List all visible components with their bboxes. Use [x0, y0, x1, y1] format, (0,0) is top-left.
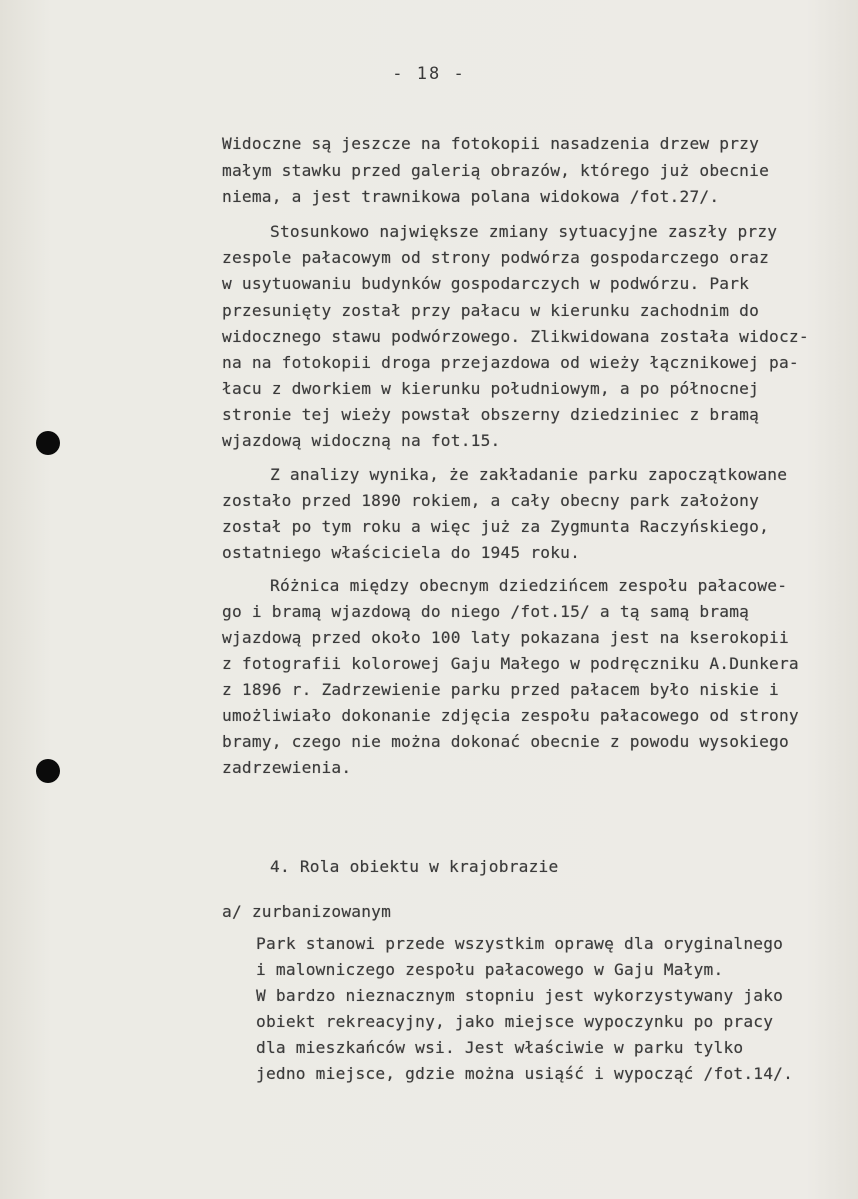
text-line: na na fotokopii droga przejazdowa od wieży łącznikowej pa- [222, 353, 799, 372]
text-line: Stosunkowo największe zmiany sytuacyjne zaszły przy [270, 222, 778, 241]
subsection-heading: a/ zurbanizowanym [222, 902, 392, 921]
text-line: Różnica między obecnym dziedzińcem zespołu pałacowe- [270, 576, 788, 595]
text-line: stronie tej wieży powstał obszerny dziedziniec z bramą [222, 405, 760, 424]
text-line: zadrzewienia. [222, 758, 352, 777]
text-line: bramy, czego nie można dokonać obecnie z powodu wysokiego [222, 732, 789, 751]
text-line: wjazdową widoczną na fot.15. [222, 431, 501, 450]
text-line: umożliwiało dokonanie zdjęcia zespołu pałacowego od strony [222, 706, 799, 725]
text-line: przesunięty został przy pałacu w kierunku zachodnim do [222, 301, 760, 320]
text-line: zostało przed 1890 rokiem, a cały obecny park założony [222, 491, 760, 510]
text-line: obiekt rekreacyjny, jako miejsce wypoczynku po pracy [256, 1012, 774, 1031]
text-line: niema, a jest trawnikowa polana widokowa /fot.27/. [222, 187, 720, 206]
text-line: wjazdową przed około 100 laty pokazana jest na kserokopii [222, 628, 789, 647]
text-line: z 1896 r. Zadrzewienie parku przed pałacem było niskie i [222, 680, 779, 699]
text-line: Park stanowi przede wszystkim oprawę dla oryginalnego [256, 934, 784, 953]
section-heading: 4. Rola obiektu w krajobrazie [270, 857, 559, 876]
text-line: Widoczne są jeszcze na fotokopii nasadzenia drzew przy [222, 134, 760, 153]
punch-hole-top [36, 431, 60, 455]
text-line: dla mieszkańców wsi. Jest właściwie w parku tylko [256, 1038, 744, 1057]
text-line: w usytuowaniu budynków gospodarczych w podwórzu. Park [222, 274, 750, 293]
text-line: jedno miejsce, gdzie można usiąść i wypocząć /fot.14/. [256, 1064, 794, 1083]
text-line: W bardzo nieznacznym stopniu jest wykorzystywany jako [256, 986, 784, 1005]
text-line: i malowniczego zespołu pałacowego w Gaju Małym. [256, 960, 724, 979]
text-line: go i bramą wjazdową do niego /fot.15/ a tą samą bramą [222, 602, 750, 621]
text-line: z fotografii kolorowej Gaju Małego w podręczniku A.Dunkera [222, 654, 799, 673]
punch-hole-bottom [36, 759, 60, 783]
text-line: ostatniego właściciela do 1945 roku. [222, 543, 581, 562]
text-line: małym stawku przed galerią obrazów, którego już obecnie [222, 161, 770, 180]
text-line: łacu z dworkiem w kierunku południowym, a po północnej [222, 379, 760, 398]
text-line: Z analizy wynika, że zakładanie parku zapoczątkowane [270, 465, 788, 484]
text-line: zespole pałacowym od strony podwórza gospodarczego oraz [222, 248, 770, 267]
text-line: widocznego stawu podwórzowego. Zlikwidowana została widocz- [222, 327, 809, 346]
text-line: został po tym roku a więc już za Zygmunta Raczyńskiego, [222, 517, 770, 536]
page-number: - 18 - [392, 64, 466, 84]
